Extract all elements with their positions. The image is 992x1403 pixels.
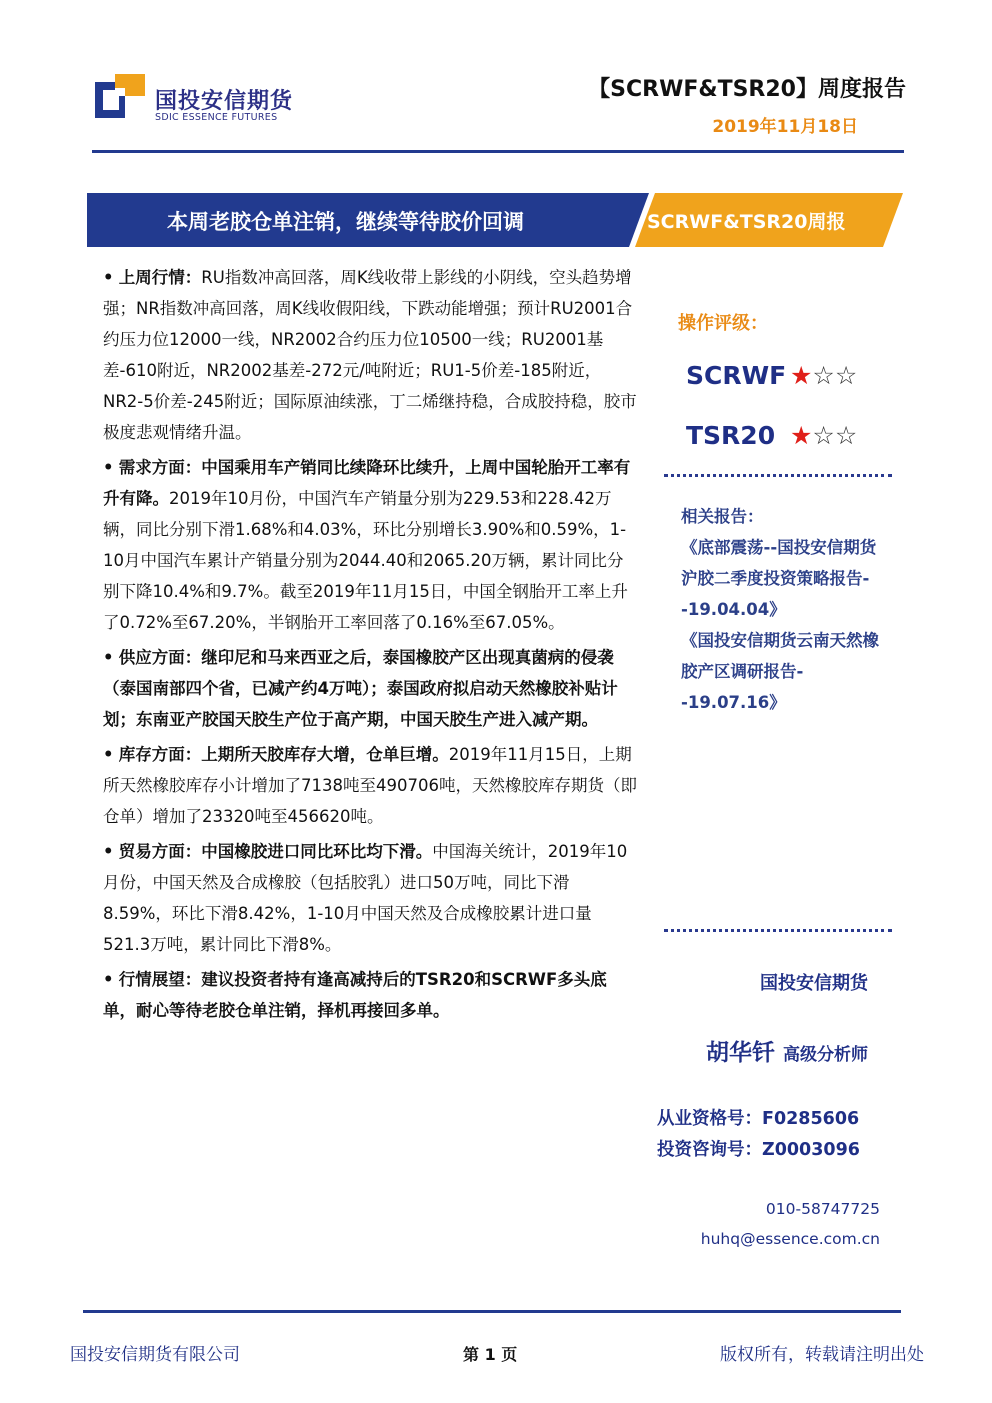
section-bold-text: 上期所天胶库存大增，仓单巨增。: [201, 745, 449, 764]
logo-chinese-name: 国投安信期货: [155, 89, 294, 114]
consulting-number: 投资咨询号：Z0003096: [657, 1140, 860, 1160]
main-content: [103, 262, 638, 1030]
bullet: •: [103, 458, 114, 477]
footer-divider: [83, 1310, 901, 1313]
bullet: •: [103, 745, 114, 764]
banner-headline: 本周老胶仓单注销，继续等待胶价回调: [167, 210, 524, 234]
rating-product-name: SCRWF: [686, 361, 787, 390]
analyst: [706, 1034, 868, 1067]
section-bold-text: 继印尼和马来西亚之后，泰国橡胶产区出现真菌病的侵袭（泰国南部四个省，已减产约4万吨）；泰国政府拟启动天然橡胶补贴计划；东南亚产胶国天胶生产位于高产期，中国天胶生产进入减产期。: [103, 648, 618, 729]
section-supply: [103, 642, 638, 735]
related-reports-label: 相关报告：: [681, 507, 764, 526]
star-empty-icon: ☆☆: [812, 361, 858, 390]
section-inventory: [103, 739, 638, 832]
section-demand: [103, 452, 638, 638]
sidebar-dotted-divider: [664, 474, 892, 477]
rating-product-name: TSR20: [686, 421, 776, 450]
star-empty-icon: ☆☆: [812, 421, 858, 450]
section-bold-text: 中国乘用车产销同比续降环比续升，上周中国轮胎开工率有升有降。: [103, 458, 631, 508]
sidebar-company: 国投安信期货: [760, 973, 868, 994]
qualification-number: 从业资格号：F0285606: [657, 1109, 860, 1129]
contact-email[interactable]: huhq@essence.com.cn: [700, 1230, 880, 1248]
banner-tag: SCRWF&TSR20周报: [647, 211, 846, 233]
rating-tsr20: [686, 421, 857, 450]
star-filled-icon: ★: [790, 361, 813, 390]
section-bold-text: 建议投资者持有逢高减持后的TSR20和SCRWF多头底单，耐心等待老胶仓单注销，择机再接回多单。: [103, 970, 607, 1020]
logo-english-name: SDIC ESSENCE FUTURES: [155, 112, 278, 123]
star-filled-icon: ★: [790, 421, 813, 450]
logo-mark-icon: [95, 74, 147, 126]
related-reports: [681, 501, 881, 718]
section-bold-text: 中国橡胶进口同比环比均下滑。: [201, 842, 433, 861]
analyst-name: 胡华钎: [706, 1040, 775, 1066]
section-outlook: [103, 964, 638, 1026]
section-heading: 库存方面：: [118, 745, 202, 764]
section-heading: 贸易方面：: [118, 842, 202, 861]
report-date: 2019年11月18日: [712, 117, 858, 137]
bullet: •: [103, 970, 114, 989]
bullet: •: [103, 648, 114, 667]
section-text: 2019年11月15日，上期所天然橡胶库存小计增加了7138吨至490706吨，天然橡胶库存期货（即仓单）增加了23320吨至456620吨。: [103, 745, 637, 826]
footer-copyright: 版权所有，转载请注明出处: [720, 1345, 924, 1365]
section-trade: [103, 836, 638, 960]
section-heading: 行情展望：: [118, 970, 202, 989]
section-text: RU指数冲高回落，周K线收带上影线的小阴线，空头趋势增强；NR指数冲高回落，周K线收假阳线，下跌动能增强；预计RU2001合约压力位12000一线，NR2002合约压力位10500一线；RU2001基差-610附近，NR2002基差-272元/吨附近；RU1-5价差-185附近，NR2-5价差-245附近；国际原油续涨，丁二烯继持稳，合成胶持稳，胶市极度悲观情绪升温。: [103, 268, 637, 442]
contact-phone: 010-58747725: [765, 1200, 880, 1218]
related-report-link[interactable]: 《国投安信期货云南天然橡胶产区调研报告--19.07.16》: [681, 631, 879, 712]
footer-company: 国投安信期货有限公司: [70, 1345, 240, 1365]
analyst-title: 高级分析师: [783, 1045, 868, 1065]
related-report-link[interactable]: 《底部震荡--国投安信期货沪胶二季度投资策略报告--19.04.04》: [681, 538, 877, 619]
headline-banner: [87, 193, 903, 247]
rating-label: 操作评级：: [678, 313, 768, 334]
section-heading: 供应方面：: [118, 648, 202, 667]
section-text: 中国海关统计，2019年10月份，中国天然及合成橡胶（包括胶乳）进口50万吨，同比下滑8.59%，环比下滑8.42%，1-10月中国天然及合成橡胶累计进口量521.3万吨，累计同比下滑8%。: [103, 842, 628, 954]
section-heading: 需求方面：: [118, 458, 202, 477]
bullet: •: [103, 842, 114, 861]
bullet: •: [103, 268, 114, 287]
rating-scrwf: [686, 361, 857, 390]
header-divider: [92, 150, 904, 153]
page-number: 第 1 页: [463, 1345, 518, 1364]
company-logo: [95, 74, 305, 134]
section-heading: 上周行情：: [118, 268, 202, 287]
sidebar-dotted-divider: [664, 929, 892, 932]
section-market-review: [103, 262, 638, 448]
section-text: 2019年10月份，中国汽车产销量分别为229.53和228.42万辆，同比分别下滑1.68%和4.03%，环比分别增长3.90%和0.59%，1-10月中国汽车累计产销量分别为2044.40和2065.20万辆，累计同比分别下降10.4%和9.7%。截至2019年11月15日，中国全钢胎开工率上升了0.72%至67.20%，半钢胎开工率回落了0.16%至67.05%。: [103, 489, 628, 632]
report-title: 【SCRWF&TSR20】周度报告: [588, 77, 906, 102]
